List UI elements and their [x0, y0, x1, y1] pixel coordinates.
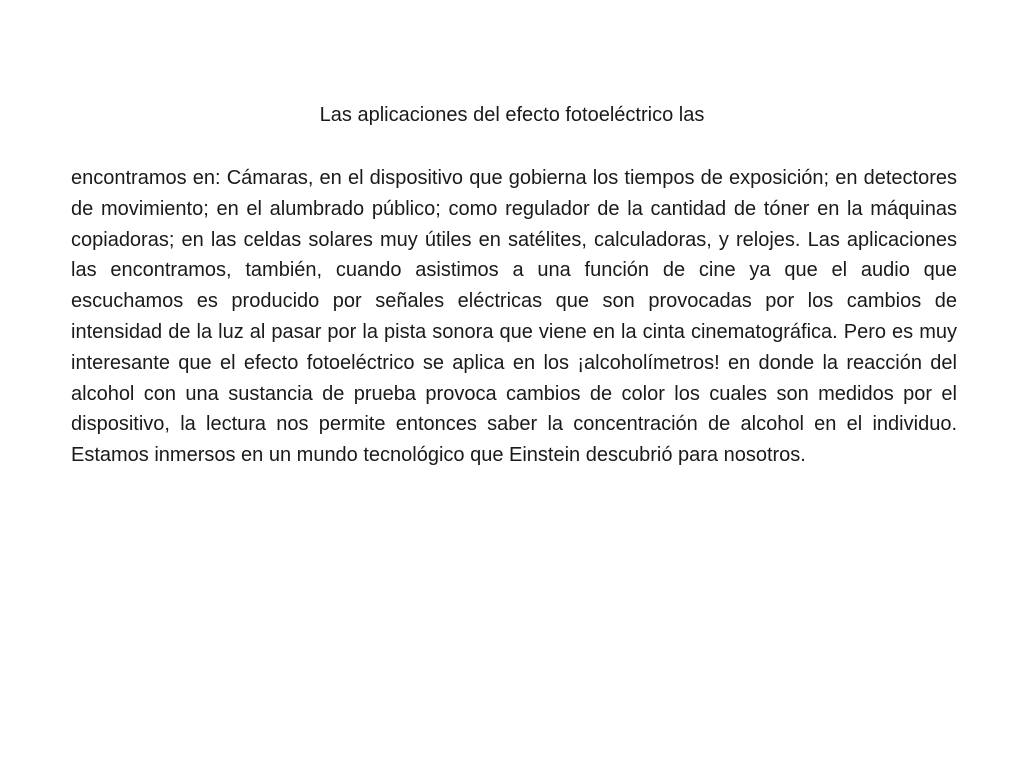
- slide-body-text: encontramos en: Cámaras, en el dispositivo que gobierna los tiempos de exposición; en detectores de movimiento; en el alumbrado público; como regulador de la cantidad de tóner en la máquinas copiadoras; en las celdas solares muy útiles en satélites, calculadoras, y relojes. Las aplicaciones las encontramos, también, cuando asistimos a una función de cine ya que el audio que escuchamos es producido por señales eléctricas que son provocadas por los cambios de intensidad de la luz al pasar por la pista sonora que viene en la cinta cinematográfica. Pero es muy interesante que el efecto fotoeléctrico se aplica en los ¡alcoholímetros! en donde la reacción del alcohol con una sustancia de prueba provoca cambios de color los cuales son medidos por el dispositivo, la lectura nos permite entonces saber la concentración de alcohol en el individuo. Estamos inmersos en un mundo tecnológico que Einstein descubrió para nosotros.: [71, 167, 957, 467]
- slide-title: Las aplicaciones del efecto fotoeléctrico las: [319, 104, 705, 126]
